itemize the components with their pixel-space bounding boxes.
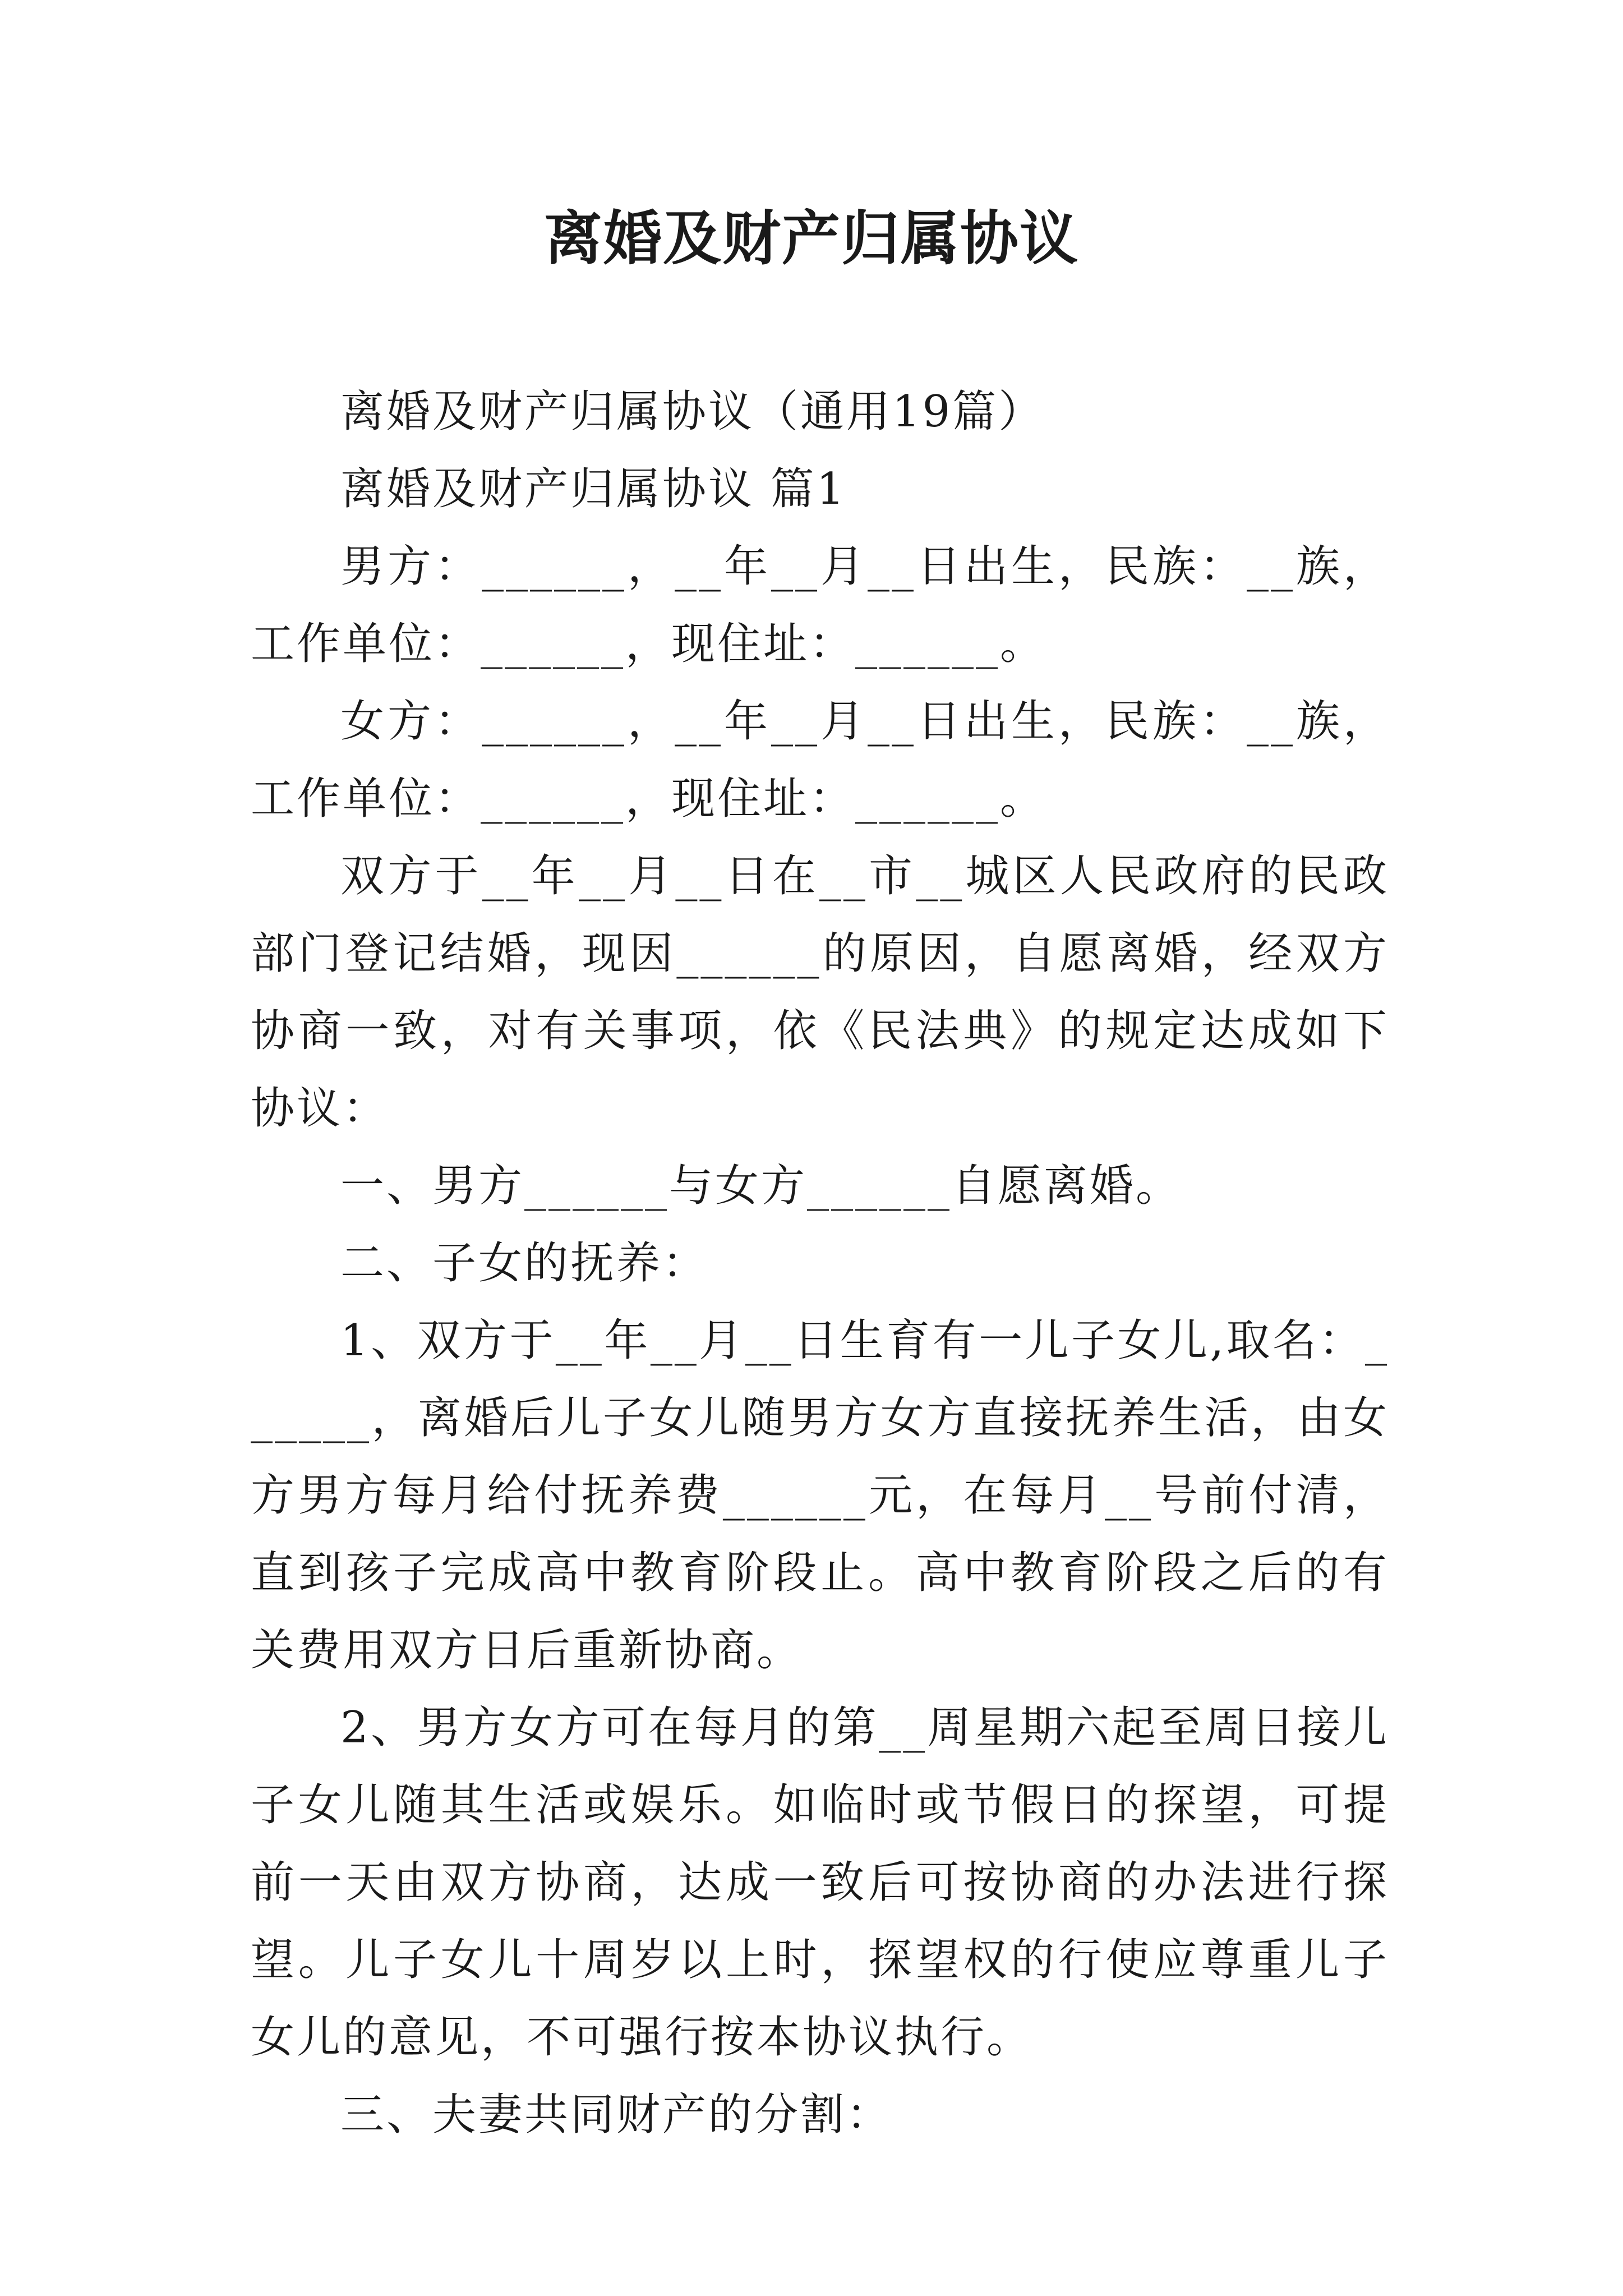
paragraph-clause-2-item-2: 2、男方女方可在每月的第__周星期六起至周日接儿子女儿随其生活或娱乐。如临时或节假日的探望，可提前一天由双方协商，达成一致后可按协商的办法进行探望。儿子女儿十周岁以上时，探望权的行使应尊重儿子女儿的意见，不可强行按本协议执行。 <box>251 1703 1389 2063</box>
paragraph-section-heading: 离婚及财产归属协议 篇1 <box>340 464 847 514</box>
document-body <box>251 373 1389 2154</box>
paragraph-clause-2-item-1: 1、双方于__年__月__日生育有一儿子女儿,取名：______，离婚后儿子女儿随男方女方直接抚养生活，由女方男方每月给付抚养费______元，在每月__号前付清，直到孩子完成高中教育阶段止。高中教育阶段之后的有关费用双方日后重新协商。 <box>251 1315 1389 1676</box>
paragraph-clause-3: 三、夫妻共同财产的分割： <box>340 2090 893 2140</box>
paragraph-female-party: 女方：______，__年__月__日出生，民族：__族，工作单位：______，现住址：______。 <box>251 696 1389 824</box>
paragraph-male-party: 男方：______，__年__月__日出生，民族：__族，工作单位：______，现住址：______。 <box>251 541 1389 669</box>
document-title: 离婚及财产归属协议 <box>543 204 1079 273</box>
paragraph-clause-1: 一、男方______与女方______自愿离婚。 <box>340 1161 1182 1211</box>
paragraph-marriage-registration: 双方于__年__月__日在__市__城区人民政府的民政部门登记结婚，现因______的原因，自愿离婚，经双方协商一致，对有关事项，依《民法典》的规定达成如下协议： <box>251 851 1389 1134</box>
paragraph-clause-2: 二、子女的抚养： <box>340 1238 709 1289</box>
paragraph-subtitle: 离婚及财产归属协议（通用19篇） <box>340 386 1045 437</box>
